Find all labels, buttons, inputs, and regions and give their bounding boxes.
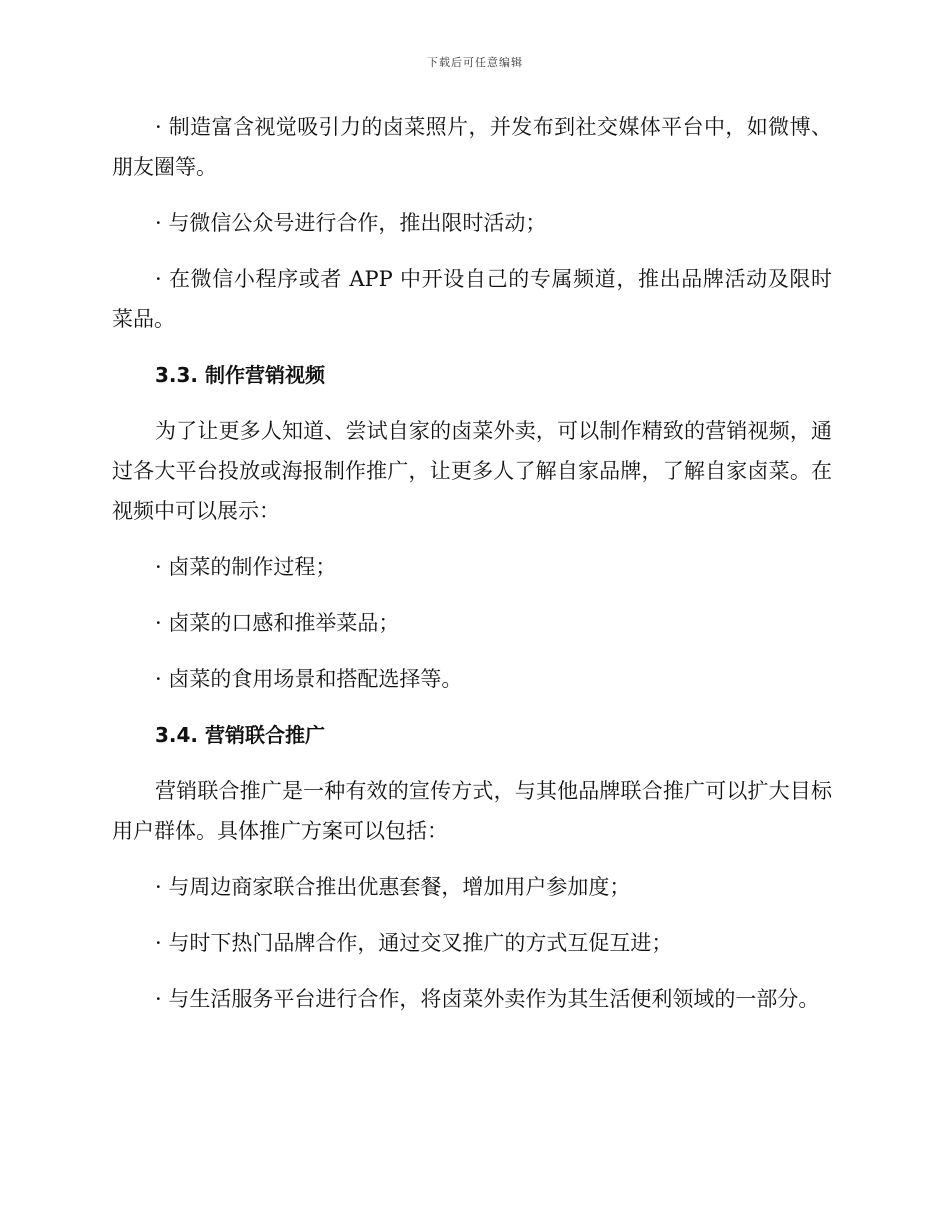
bullet-paragraph: · 卤菜的口感和推举菜品； <box>155 611 400 635</box>
body-paragraph: 为了让更多人知道、尝试自家的卤菜外卖，可以制作精致的营销视频，通过各大平台投放或海报制作推广，让更多人了解自家品牌，了解自家卤菜。在视频中可以展示： <box>112 419 832 523</box>
bullet-paragraph: · 与周边商家联合推出优惠套餐，增加用户参加度； <box>155 875 631 899</box>
bullet-paragraph: · 卤菜的食用场景和搭配选择等。 <box>155 667 463 691</box>
bullet-paragraph: · 制造富含视觉吸引力的卤菜照片，并发布到社交媒体平台中，如微博、朋友圈等。 <box>112 115 832 179</box>
document-body <box>112 107 832 1035</box>
body-paragraph: 营销联合推广是一种有效的宣传方式，与其他品牌联合推广可以扩大目标用户群体。具体推广方案可以包括： <box>112 779 832 843</box>
section-heading: 3.3. 制作营销视频 <box>155 363 325 387</box>
bullet-paragraph: · 与微信公众号进行合作，推出限时活动； <box>155 211 547 235</box>
bullet-paragraph: · 在微信小程序或者 APP 中开设自己的专属频道，推出品牌活动及限时菜品。 <box>112 267 832 331</box>
bullet-paragraph: · 卤菜的制作过程； <box>155 555 337 579</box>
page-header: 下载后可任意编辑 <box>427 56 523 69</box>
bullet-paragraph: · 与生活服务平台进行合作，将卤菜外卖作为其生活便利领域的一部分。 <box>155 987 820 1011</box>
bullet-paragraph: · 与时下热门品牌合作，通过交叉推广的方式互促互进； <box>155 931 673 955</box>
section-heading: 3.4. 营销联合推广 <box>155 723 325 747</box>
